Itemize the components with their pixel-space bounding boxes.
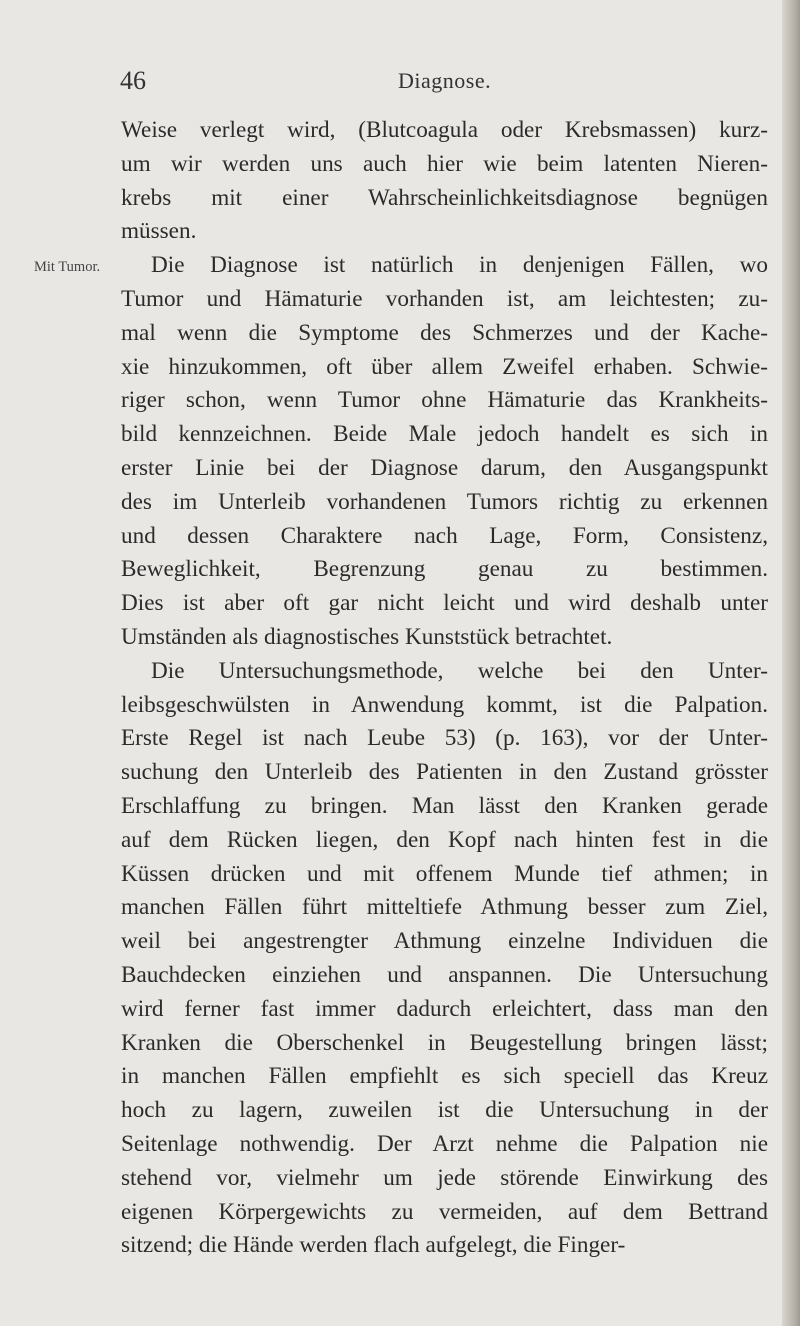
text-line: Bauchdecken einziehen und anspannen. Die Untersuchung xyxy=(121,961,768,988)
text-line: des im Unterleib vorhandenen Tumors richtig zu erkennen xyxy=(121,488,768,515)
text-line: sitzend; die Hände werden flach aufgelegt, die Finger- xyxy=(121,1232,626,1259)
text-line: wird ferner fast immer dadurch erleichtert, dass man den xyxy=(121,995,768,1022)
text-line: und dessen Charaktere nach Lage, Form, Consistenz, xyxy=(121,522,768,549)
running-title: Diagnose. xyxy=(398,68,492,93)
text-line: hoch zu lagern, zuweilen ist die Untersuchung in der xyxy=(121,1097,768,1124)
text-line: Weise verlegt wird, (Blutcoagula oder Krebsmassen) kurz- xyxy=(121,117,768,143)
text-line: Beweglichkeit, Begrenzung genau zu bestimmen. xyxy=(121,556,768,583)
text-line: Umständen als diagnostisches Kunststück betrachtet. xyxy=(121,623,613,650)
page-header xyxy=(0,66,800,106)
text-line: xie hinzukommen, oft über allem Zweifel erhaben. Schwie- xyxy=(121,353,768,380)
text-line: auf dem Rücken liegen, den Kopf nach hinten fest in die xyxy=(121,826,768,853)
text-line: weil bei angestrengter Athmung einzelne Individuen die xyxy=(121,928,768,955)
text-line: Küssen drücken und mit offenem Munde tief athmen; in xyxy=(121,860,768,887)
text-line: leibsgeschwülsten in Anwendung kommt, ist die Palpation. xyxy=(121,691,768,718)
text-line: eigenen Körpergewichts zu vermeiden, auf dem Bettrand xyxy=(121,1198,768,1225)
text-line: manchen Fällen führt mitteltiefe Athmung besser zum Ziel, xyxy=(121,894,768,921)
text-line: krebs mit einer Wahrscheinlichkeitsdiagnose begnügen xyxy=(121,184,768,211)
text-line: Die Diagnose ist natürlich in denjenigen Fällen, wo xyxy=(151,252,768,279)
text-line: um wir werden uns auch hier wie beim latenten Nieren- xyxy=(121,150,768,177)
text-line: Tumor und Hämaturie vorhanden ist, am leichtesten; zu- xyxy=(121,285,768,312)
page-edge xyxy=(782,0,800,1326)
text-line: Erste Regel ist nach Leube 53) (p. 163), vor der Unter- xyxy=(121,725,768,752)
text-line: Erschlaffung zu bringen. Man lässt den Kranken gerade xyxy=(121,792,768,819)
text-line: bild kennzeichnen. Beide Male jedoch handelt es sich in xyxy=(121,421,768,448)
text-line: in manchen Fällen empfiehlt es sich speciell das Kreuz xyxy=(121,1063,768,1090)
margin-note: Mit Tumor. xyxy=(34,259,101,275)
text-line: riger schon, wenn Tumor ohne Hämaturie das Krankheits- xyxy=(121,387,768,414)
text-line: Kranken die Oberschenkel in Beugestellung bringen lässt; xyxy=(121,1029,768,1056)
text-line: mal wenn die Symptome des Schmerzes und der Kache- xyxy=(121,319,768,346)
text-line: müssen. xyxy=(121,218,197,245)
text-line: Dies ist aber oft gar nicht leicht und wird deshalb unter xyxy=(121,590,768,617)
body-text xyxy=(121,114,768,1263)
text-line: Seitenlage nothwendig. Der Arzt nehme die Palpation nie xyxy=(121,1130,768,1157)
text-line: erster Linie bei der Diagnose darum, den Ausgangspunkt xyxy=(121,454,768,481)
text-line: suchung den Unterleib des Patienten in den Zustand grösster xyxy=(121,759,768,786)
page-number: 46 xyxy=(120,66,146,95)
text-line: stehend vor, vielmehr um jede störende Einwirkung des xyxy=(121,1164,768,1191)
text-line: Die Untersuchungsmethode, welche bei den Unter- xyxy=(151,657,768,684)
